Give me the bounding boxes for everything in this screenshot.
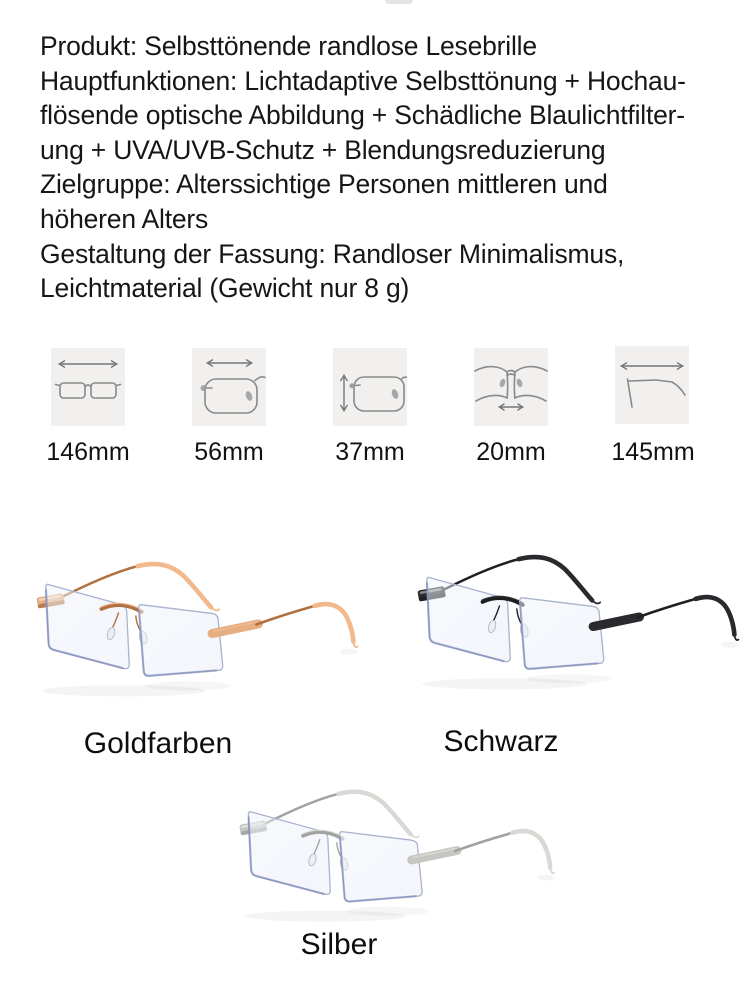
lens-width-icon	[192, 348, 266, 426]
glasses-image-goldfarben	[5, 552, 367, 705]
description-line: Hauptfunktionen: Lichtadaptive Selbsttönung + Hochau-	[40, 65, 686, 96]
description-line: Zielgruppe: Alterssichtige Personen mittleren und	[40, 169, 608, 200]
measurement-label: 146mm	[46, 438, 130, 466]
measurement-label: 37mm	[335, 438, 405, 466]
description-line: Leichtmaterial (Gewicht nur 8 g)	[40, 273, 410, 304]
lens-height-icon	[333, 348, 407, 426]
temple-length-icon	[615, 346, 689, 424]
measurement-label: 20mm	[476, 438, 546, 466]
measurement-label: 145mm	[611, 438, 695, 466]
glasses-image-schwarz	[386, 545, 748, 698]
bridge-width-icon	[474, 348, 548, 426]
glasses-front-width-icon	[51, 348, 125, 426]
variant-label-silber: Silber	[300, 928, 378, 961]
variant-label-schwarz: Schwarz	[443, 725, 559, 758]
glasses-image-silber	[208, 780, 564, 930]
variant-label-goldfarben: Goldfarben	[83, 727, 233, 760]
description-line: Gestaltung der Fassung: Randloser Minimalismus,	[40, 238, 625, 269]
measurement-label: 56mm	[194, 438, 264, 466]
description-line: ung + UVA/UVB-Schutz + Blendungsreduzierung	[40, 134, 606, 165]
product-description	[40, 29, 745, 306]
description-line: Produkt: Selbsttönende randlose Lesebrille	[40, 31, 537, 61]
top-edge-artifact	[385, 0, 413, 4]
description-line: höheren Alters	[40, 203, 209, 234]
description-line: flösende optische Abbildung + Schädliche Blaulichtfilter-	[40, 100, 685, 131]
